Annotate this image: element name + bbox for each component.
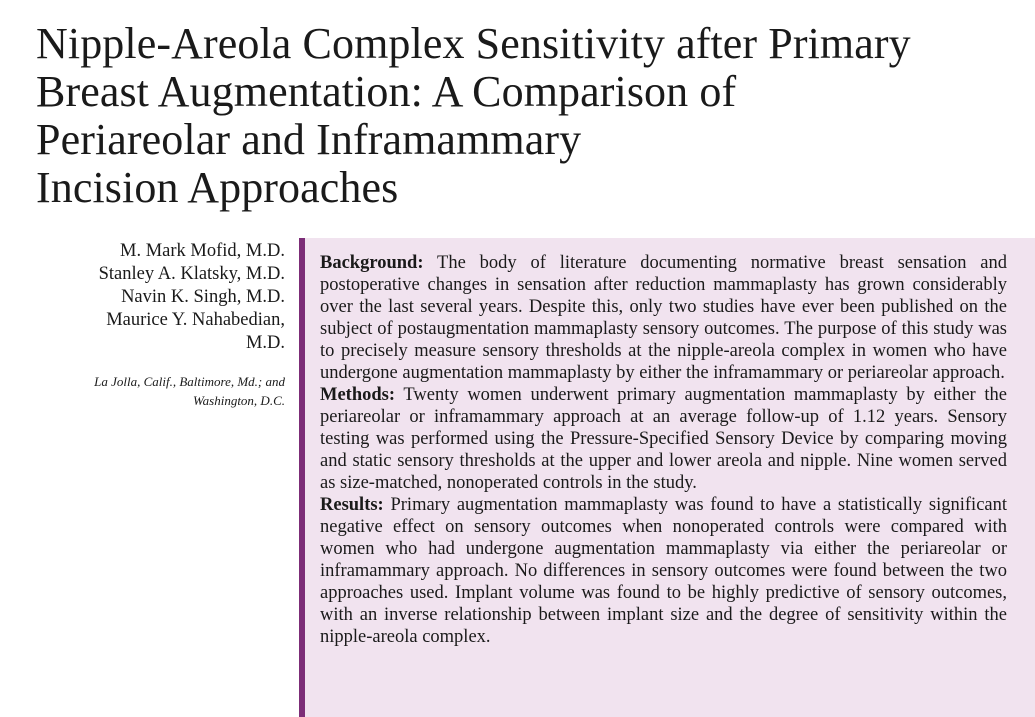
title-line: Periareolar and Inframammary bbox=[36, 115, 582, 164]
section-text: Primary augmentation mammaplasty was found to have a statistically significant negative effect on sensory outcomes when nonoperated controls were compared with women who had undergone augmentation mammaplasty via either the periareolar or inframammary approach. No differences in sensory outcomes were found between the two approaches used. Implant volume was found to be highly predictive of sensory outcomes, with an inverse relationship between implant size and the degree of sensitivity within the nipple-areola complex. bbox=[320, 495, 1008, 647]
author-name: M. Mark Mofid, M.D. bbox=[120, 241, 285, 261]
section-label: Methods: bbox=[320, 385, 396, 405]
section-text: The body of literature documenting normative breast sensation and postoperative changes in sensation after reduction mammaplasty has grown considerably over the last several years. Despite this, only two studies have ever been published on the subject of postaugmentation mammaplasty sensory outcomes. The purpose of this study was to precisely measure sensory thresholds at the nipple-areola complex in women who have undergone augmentation mammaplasty by either the inframammary or periareolar approach. bbox=[320, 253, 1007, 383]
author-name: Maurice Y. Nahabedian, bbox=[106, 310, 285, 330]
abstract-text bbox=[320, 252, 1007, 648]
author-name: M.D. bbox=[245, 333, 285, 353]
affiliation-line: La Jolla, Calif., Baltimore, Md.; and bbox=[94, 374, 285, 389]
title-line: Nipple-Areola Complex Sensitivity after Primary bbox=[36, 19, 911, 68]
affiliation bbox=[25, 372, 285, 410]
abstract-results bbox=[320, 494, 1007, 648]
author-list bbox=[25, 240, 285, 355]
author-name: Navin K. Singh, M.D. bbox=[121, 287, 285, 307]
abstract-methods bbox=[320, 384, 1007, 494]
author-name: Stanley A. Klatsky, M.D. bbox=[98, 264, 285, 284]
abstract-background bbox=[320, 252, 1007, 384]
article-title bbox=[36, 20, 1026, 212]
section-text: Twenty women underwent primary augmentation mammaplasty by either the periareolar or inframammary approach at an average follow-up of 1.12 years. Sensory testing was performed using the Pressure-Specified Sensory Device by comparing moving and static sensory thresholds at the upper and lower areola and nipple. Nine women served as size-matched, nonoperated controls in the study. bbox=[320, 385, 1007, 493]
section-label: Results: bbox=[320, 495, 384, 515]
abstract-box bbox=[299, 238, 1035, 717]
section-label: Background: bbox=[320, 253, 424, 273]
affiliation-line: Washington, D.C. bbox=[193, 393, 285, 408]
title-line: Breast Augmentation: A Comparison of bbox=[36, 67, 737, 116]
title-line: Incision Approaches bbox=[36, 163, 399, 212]
